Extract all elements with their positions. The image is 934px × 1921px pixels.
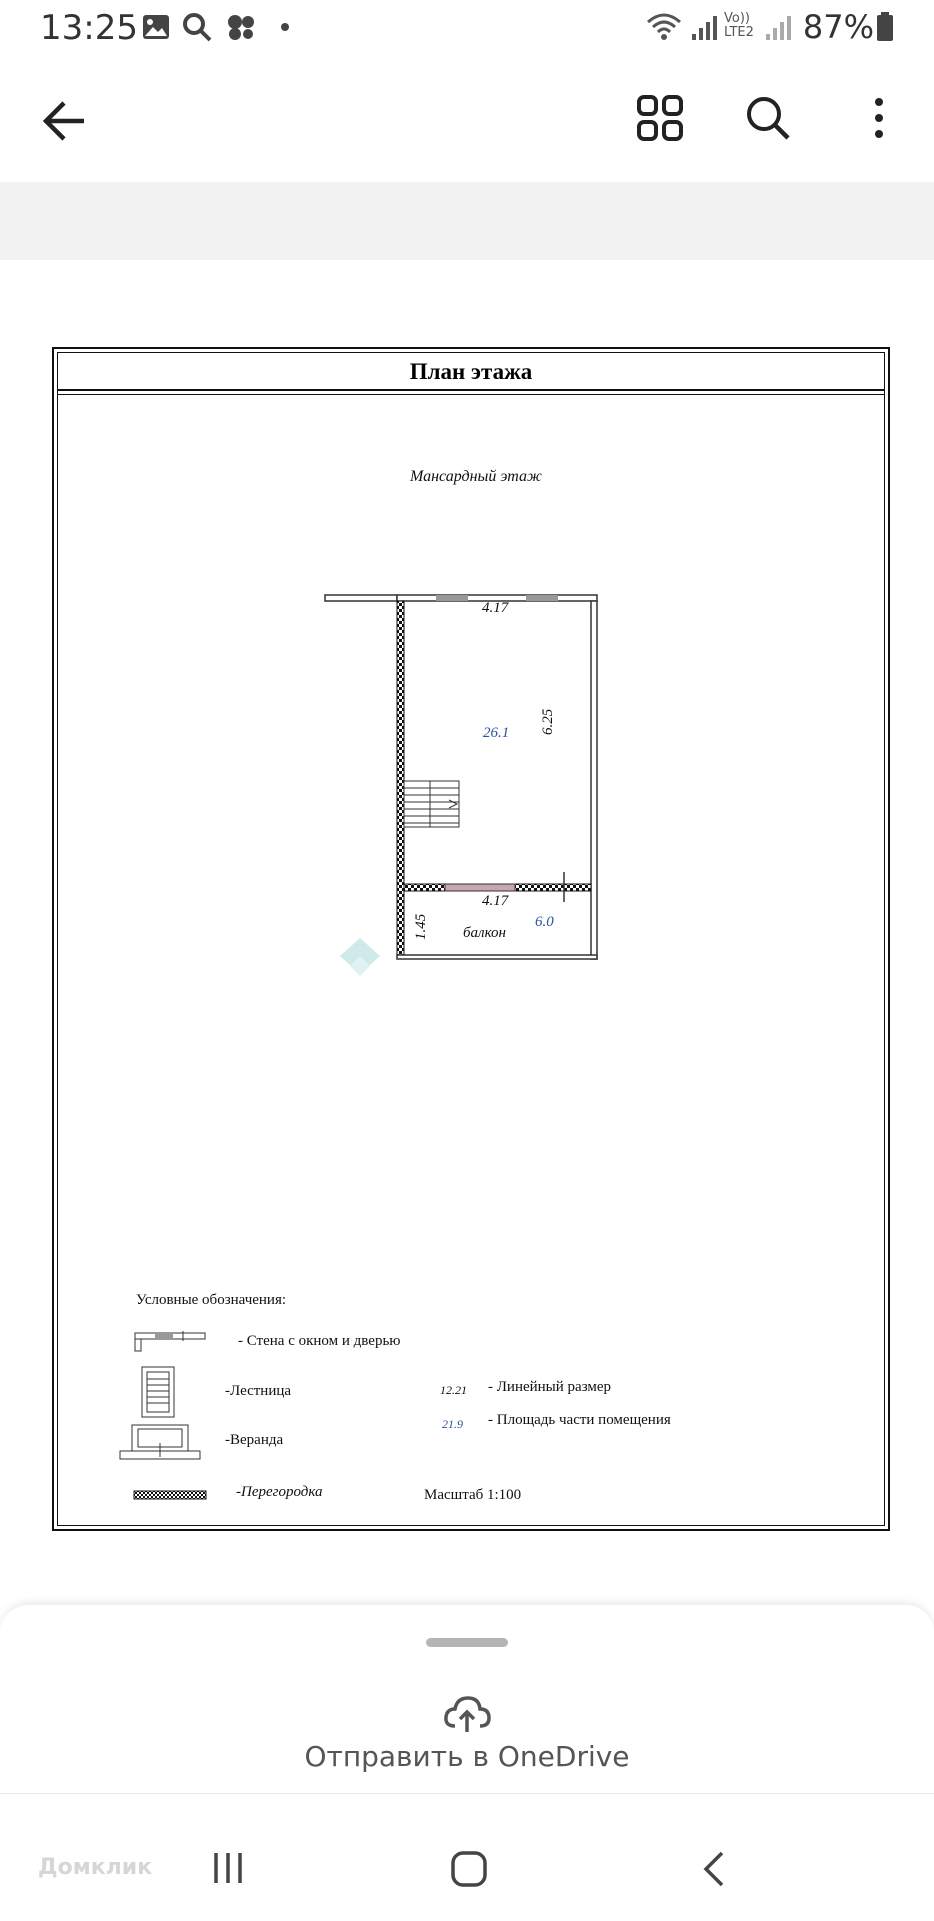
partition-legend-symbol [133, 1490, 207, 1500]
window-1 [436, 595, 468, 601]
veranda-legend-symbol [118, 1423, 202, 1463]
scale-label: Масштаб 1:100 [424, 1487, 522, 1503]
sheet-drag-handle[interactable] [426, 1638, 508, 1647]
dim-balcony-depth: 1.45 [413, 913, 429, 940]
room-area: 26.1 [483, 725, 510, 741]
network-label: Vo)) LTE2 [724, 11, 754, 40]
floor-subtitle: Мансардный этаж [410, 468, 542, 485]
status-time: 13:25 [40, 8, 138, 48]
balcony-label: балкон [463, 925, 506, 941]
legend-wall-label: - Стена с окном и дверью [238, 1333, 401, 1349]
right-wall [591, 601, 597, 959]
dim-balcony-width: 4.17 [482, 893, 509, 909]
window-2 [526, 595, 558, 601]
cloud-upload-icon[interactable] [443, 1694, 491, 1734]
legend-heading: Условные обозначения: [136, 1292, 287, 1308]
home-icon[interactable] [450, 1850, 488, 1888]
balcony-area: 6.0 [535, 914, 554, 930]
legend-partition-label: -Перегородка [236, 1484, 323, 1500]
legend-area-label: - Площадь части помещения [488, 1412, 671, 1428]
battery-percent: 87% [802, 8, 874, 46]
stairs-legend-symbol [140, 1365, 176, 1419]
send-to-onedrive-button[interactable]: Отправить в OneDrive [304, 1740, 630, 1773]
legend-linear-label: - Линейный размер [488, 1379, 612, 1395]
roof-line [325, 595, 397, 601]
plan-title: План этажа [409, 359, 533, 384]
legend-stairs-label: -Лестница [225, 1383, 292, 1399]
watermark-logo [340, 938, 380, 976]
legend-area-sample: 21.9 [442, 1417, 463, 1431]
back-nav-icon[interactable] [700, 1850, 730, 1888]
stairs-symbol [404, 781, 459, 827]
bottom-wall [397, 955, 597, 959]
legend-linear-sample: 12.21 [440, 1383, 467, 1397]
watermark-text: Домклик [38, 1855, 153, 1880]
left-partition [397, 601, 404, 959]
recent-apps-icon[interactable] [210, 1850, 246, 1886]
balcony-door [445, 884, 515, 891]
dim-room-height: 6.25 [540, 708, 556, 735]
legend-veranda-label: -Веранда [225, 1432, 284, 1448]
dim-top-width: 4.17 [482, 600, 509, 616]
wall-legend-symbol [133, 1331, 209, 1353]
